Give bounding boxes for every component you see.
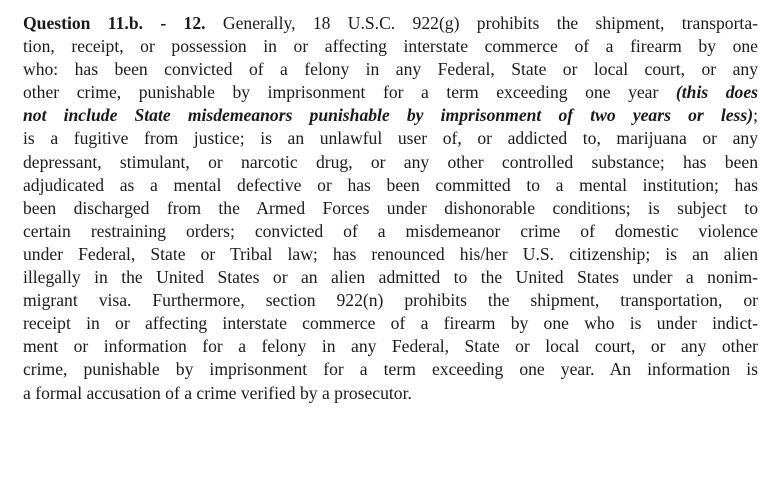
text-fragment: ;	[753, 105, 758, 126]
text-line-4	[23, 81, 758, 104]
text-line-10: certain restraining orders; convicted of a misdemeanor crime of domestic violence	[23, 220, 758, 241]
text-line-1	[23, 12, 758, 35]
text-line-13: migrant visa. Furthermore, section 922(n) prohibits the shipment, transportation, or	[23, 290, 758, 311]
emphasis-text: not include State misdemeanors punishable by imprisonment of two years or less)	[23, 105, 754, 126]
question-11b-12-paragraph	[23, 12, 758, 405]
text-line-11: under Federal, State or Tribal law; has renounced his/her U.S. citizenship; is an alien	[23, 243, 758, 264]
emphasis-text: (this does	[675, 82, 759, 103]
text-line-3: who: has been convicted of a felony in any Federal, State or local court, or any	[23, 59, 758, 80]
text-fragment: Generally, 18 U.S.C. 922(g) prohibits the shipment, transporta-	[205, 13, 758, 33]
text-line-8: adjudicated as a mental defective or has been committed to a mental institution; has	[23, 174, 758, 195]
text-line-6: is a fugitive from justice; is an unlawful user of, or addicted to, marijuana or any	[23, 128, 758, 149]
text-line-12: illegally in the United States or an alien admitted to the United States under a nonim-	[23, 267, 758, 288]
document-page	[23, 12, 758, 405]
text-line-17: a formal accusation of a crime verified by a prosecutor.	[23, 382, 412, 403]
text-line-16: crime, punishable by imprisonment for a term exceeding one year. An information is	[23, 359, 758, 380]
text-line-2: tion, receipt, or possession in or affecting interstate commerce of a firearm by one	[23, 36, 758, 57]
text-line-7: depressant, stimulant, or narcotic drug, or any other controlled substance; has been	[23, 151, 758, 172]
text-line-14: receipt in or affecting interstate commerce of a firearm by one who is under indict-	[23, 313, 758, 334]
question-heading: Question 11.b. - 12.	[23, 13, 206, 33]
text-line-9: been discharged from the Armed Forces under dishonorable conditions; is subject to	[23, 197, 758, 218]
text-line-15: ment or information for a felony in any Federal, State or local court, or any other	[23, 336, 758, 357]
text-line-5	[23, 104, 758, 127]
text-fragment: other crime, punishable by imprisonment for a term exceeding one year	[23, 82, 676, 103]
